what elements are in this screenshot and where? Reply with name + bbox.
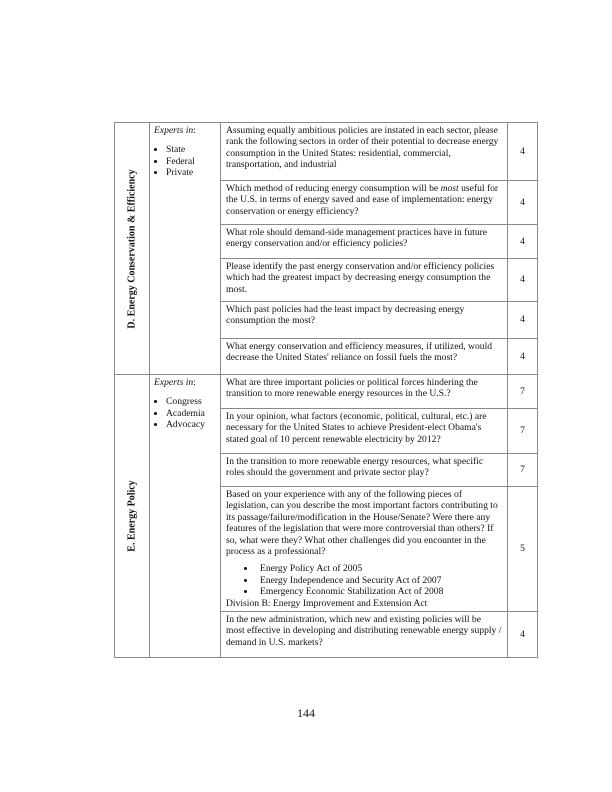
question-text: Based on your experience with any of the following pieces of legislation, can you describe the most important factors contributing to its passage/failure/modification in the House/Senate? Were there any features of the legislation that were more controversial than others? If so, what were they? What other challenges did you encounter in the process as a professional? [226, 489, 498, 558]
question-count: 5 [508, 487, 538, 612]
expert-item: • Advocacy [166, 419, 216, 430]
question-count: 4 [508, 612, 538, 658]
question-count: 4 [508, 259, 538, 302]
expert-item: • Academia [166, 408, 216, 419]
section-title: E. Energy Policy [126, 480, 138, 552]
question-text: What energy conservation and efficiency measures, if utilized, would decrease the United States' reliance on fossil fuels the most? [221, 339, 508, 375]
section-e-label-cell [115, 375, 150, 658]
question-text-part: useful for the U.S. in terms of energy saved and ease of implementation: energy conservation or energy efficiency? [226, 183, 499, 217]
question-cell [221, 487, 508, 612]
question-count: 4 [508, 302, 538, 339]
question-text-part: Which method of reducing energy consumption will be [226, 183, 441, 194]
expert-item: • Federal [166, 156, 216, 167]
section-title: D. Energy Conservation & Efficiency [126, 168, 138, 329]
question-text: Which past policies had the least impact by decreasing energy consumption the most? [221, 302, 508, 339]
question-text: What role should demand-side management practices have in future energy conservation and/or efficiency policies? [221, 225, 508, 259]
question-text: In the transition to more renewable energy resources, what specific roles should the government and private sector play? [221, 454, 508, 487]
page-number: 144 [297, 706, 315, 720]
question-count: 7 [508, 454, 538, 487]
question-count: 7 [508, 409, 538, 454]
section-d-label-cell [115, 123, 150, 375]
legislation-list [226, 563, 502, 597]
question-emphasis: most [440, 183, 459, 194]
legislation-trailer: Division B: Energy Improvement and Extension Act [226, 597, 428, 609]
experts-list [154, 144, 216, 178]
question-text: What are three important policies or political forces hindering the transition to more renewable energy resources in the U.S.? [221, 375, 508, 409]
legislation-item: • Energy Independence and Security Act of 2007 [256, 575, 502, 586]
question-text: In the new administration, which new and existing policies will be most effective in developing and distributing renewable energy supply / demand in U.S. markets? [221, 612, 508, 658]
expert-item: • Private [166, 167, 216, 178]
experts-cell: Experts in: • State • Federal • Private [150, 123, 221, 375]
experts-label: Experts in [154, 125, 194, 136]
legislation-item: • Emergency Economic Stabilization Act of 2008 [256, 586, 502, 597]
expert-item: • Congress [166, 396, 216, 407]
question-text: In your opinion, what factors (economic, political, cultural, etc.) are necessary for the United States to achieve President-elect Obama's stated goal of 10 percent renewable electricity by 2012? [221, 409, 508, 454]
experts-label: Experts in [154, 377, 194, 388]
experts-list [154, 396, 216, 430]
expert-item: • State [166, 144, 216, 155]
experts-cell: Experts in: • Congress • Academia • Advocacy [150, 375, 221, 658]
questions-table [114, 122, 538, 658]
question-count: 4 [508, 181, 538, 225]
question-text [221, 181, 508, 225]
table-row [115, 375, 538, 409]
question-count: 4 [508, 123, 538, 181]
question-text: Please identify the past energy conservation and/or efficiency policies which had the greatest impact by decreasing energy consumption the most. [221, 259, 508, 302]
legislation-item: • Energy Policy Act of 2005 [256, 563, 502, 574]
table-row [115, 123, 538, 181]
question-count: 7 [508, 375, 538, 409]
question-count: 4 [508, 225, 538, 259]
question-count: 4 [508, 339, 538, 375]
question-text: Assuming equally ambitious policies are instated in each sector, please rank the following sectors in order of their potential to decrease energy consumption in the United States: residential, commercial, transportation, and industrial [221, 123, 508, 181]
